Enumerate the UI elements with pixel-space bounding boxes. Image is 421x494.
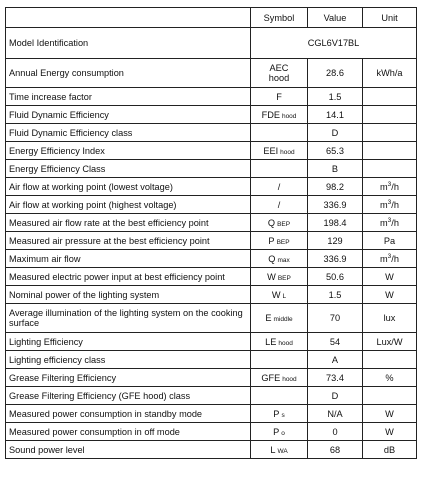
- row-symbol: [251, 59, 308, 88]
- symbol-second-line: hood: [268, 73, 290, 83]
- table-row: [6, 351, 417, 369]
- unit-superscript: 3: [387, 180, 392, 188]
- unit-tail: /h: [391, 217, 399, 228]
- row-value: 336.9: [308, 250, 363, 268]
- row-value: 28.6: [308, 59, 363, 88]
- row-label: Time increase factor: [6, 88, 251, 106]
- table-row: [6, 196, 417, 214]
- table-row: [6, 160, 417, 178]
- row-unit: [363, 250, 417, 268]
- row-label: Air flow at working point (lowest voltage): [6, 178, 251, 196]
- row-label: Grease Filtering Efficiency (GFE hood) class: [6, 387, 251, 405]
- row-unit: [363, 387, 417, 405]
- row-value: 129: [308, 232, 363, 250]
- row-unit: [363, 232, 417, 250]
- row-unit: [363, 441, 417, 459]
- unit-main: W: [385, 289, 394, 300]
- row-unit: [363, 369, 417, 387]
- row-symbol: [251, 369, 308, 387]
- symbol-main: L: [270, 444, 276, 455]
- row-label: Energy Efficiency Class: [6, 160, 251, 178]
- row-label: Maximum air flow: [6, 250, 251, 268]
- row-value: 68: [308, 441, 363, 459]
- row-value: 54: [308, 333, 363, 351]
- unit-main: W: [385, 408, 394, 419]
- row-value: 1.5: [308, 286, 363, 304]
- row-value: 14.1: [308, 106, 363, 124]
- unit-main: W: [385, 426, 394, 437]
- symbol-main: W: [271, 289, 281, 300]
- header-row: [6, 8, 417, 28]
- row-unit: [363, 124, 417, 142]
- unit-main: m: [380, 217, 388, 228]
- symbol-main: GFE: [261, 372, 281, 383]
- row-unit: [363, 214, 417, 232]
- unit-main: m: [380, 181, 388, 192]
- symbol-subscript: max: [277, 256, 290, 264]
- row-value: 1.5: [308, 88, 363, 106]
- row-label: Air flow at working point (highest voltage): [6, 196, 251, 214]
- symbol-main: P: [268, 235, 275, 246]
- row-label: Fluid Dynamic Efficiency: [6, 106, 251, 124]
- symbol-header: Symbol: [251, 8, 308, 28]
- symbol-subscript: BEP: [276, 238, 290, 246]
- row-symbol: [251, 333, 308, 351]
- row-unit: [363, 142, 417, 160]
- unit-tail: /h: [391, 199, 399, 210]
- table-row: [6, 369, 417, 387]
- row-label: Measured power consumption in off mode: [6, 423, 251, 441]
- row-value: 98.2: [308, 178, 363, 196]
- row-value: 65.3: [308, 142, 363, 160]
- symbol-subscript: s: [281, 411, 285, 419]
- unit-main: Pa: [383, 235, 396, 246]
- row-value: D: [308, 124, 363, 142]
- row-label: Lighting efficiency class: [6, 351, 251, 369]
- symbol-subscript: hood: [281, 112, 297, 120]
- row-value: A: [308, 351, 363, 369]
- row-symbol: [251, 351, 308, 369]
- symbol-main: AEC: [269, 63, 289, 73]
- row-unit: [363, 160, 417, 178]
- table-row: [6, 142, 417, 160]
- row-value: 73.4: [308, 369, 363, 387]
- table-row: [6, 106, 417, 124]
- symbol-main: F: [276, 91, 282, 102]
- symbol-main: FDE: [261, 109, 280, 120]
- row-unit: [363, 106, 417, 124]
- symbol-subscript: BEP: [277, 220, 291, 228]
- row-symbol: [251, 160, 308, 178]
- row-label: Fluid Dynamic Efficiency class: [6, 124, 251, 142]
- row-symbol: [251, 232, 308, 250]
- symbol-main: P: [273, 408, 280, 419]
- row-unit: [363, 405, 417, 423]
- specs-body: [6, 28, 417, 459]
- unit-main: kWh/a: [376, 68, 403, 78]
- table-row: [6, 286, 417, 304]
- row-label: Grease Filtering Efficiency: [6, 369, 251, 387]
- symbol-main: W: [267, 271, 276, 282]
- row-value: 70: [308, 304, 363, 333]
- row-symbol: [251, 304, 308, 333]
- symbol-subscript: WA: [277, 447, 288, 455]
- row-label: Sound power level: [6, 441, 251, 459]
- row-label: Annual Energy consumption: [6, 59, 251, 88]
- unit-superscript: 3: [387, 198, 392, 206]
- symbol-subscript: o: [281, 429, 285, 437]
- row-symbol: [251, 106, 308, 124]
- row-label: Measured air flow rate at the best efficiency point: [6, 214, 251, 232]
- row-symbol: [251, 124, 308, 142]
- table-row: [6, 387, 417, 405]
- row-value: 50.6: [308, 268, 363, 286]
- symbol-main: LE: [265, 336, 277, 347]
- symbol-subscript: middle: [273, 316, 293, 323]
- row-symbol: [251, 178, 308, 196]
- row-symbol: [251, 88, 308, 106]
- row-symbol: [251, 405, 308, 423]
- table-row: [6, 250, 417, 268]
- unit-main: Lux/W: [376, 336, 403, 347]
- row-unit: [363, 59, 417, 88]
- product-information-sheet: [5, 7, 417, 459]
- table-row: [6, 423, 417, 441]
- row-unit: [363, 178, 417, 196]
- symbol-main: P: [273, 426, 280, 437]
- unit-main: m: [380, 253, 388, 264]
- row-value: B: [308, 160, 363, 178]
- symbol-main: Q: [267, 217, 276, 228]
- row-unit: [363, 423, 417, 441]
- symbol-subscript: BEP: [277, 274, 291, 282]
- row-value: N/A: [308, 405, 363, 423]
- value-header: Value: [308, 8, 363, 28]
- row-symbol: [251, 250, 308, 268]
- symbol-main: Q: [268, 253, 276, 264]
- row-symbol: [251, 441, 308, 459]
- row-label: Average illumination of the lighting system on the cooking surface: [6, 304, 251, 333]
- table-row: [6, 268, 417, 286]
- row-unit: [363, 88, 417, 106]
- row-value: D: [308, 387, 363, 405]
- row-unit: [363, 304, 417, 333]
- row-value: 198.4: [308, 214, 363, 232]
- row-unit: [363, 196, 417, 214]
- row-label: Lighting Efficiency: [6, 333, 251, 351]
- model-label: Model Identification: [6, 28, 251, 59]
- specs-table: [5, 7, 417, 459]
- table-row: [6, 59, 417, 88]
- unit-main: W: [385, 271, 394, 282]
- unit-main: lux: [383, 313, 396, 323]
- model-value: CGL6V17BL: [251, 28, 417, 59]
- row-unit: [363, 333, 417, 351]
- symbol-main: /: [277, 199, 281, 210]
- symbol-subscript: hood: [278, 339, 293, 347]
- row-symbol: [251, 214, 308, 232]
- unit-main: m: [380, 199, 388, 210]
- table-row: [6, 178, 417, 196]
- row-label: Nominal power of the lighting system: [6, 286, 251, 304]
- table-row: [6, 333, 417, 351]
- row-unit: [363, 268, 417, 286]
- table-row: [6, 124, 417, 142]
- row-value: 0: [308, 423, 363, 441]
- row-symbol: [251, 196, 308, 214]
- symbol-main: E: [265, 313, 272, 323]
- symbol-subscript: hood: [282, 375, 297, 383]
- table-row: [6, 214, 417, 232]
- model-row: [6, 28, 417, 59]
- table-row: [6, 304, 417, 333]
- row-label: Measured electric power input at best efficiency point: [6, 268, 251, 286]
- symbol-subscript: L: [282, 292, 287, 300]
- unit-main: dB: [383, 444, 396, 455]
- symbol-main: /: [277, 181, 281, 192]
- unit-header: Unit: [363, 8, 417, 28]
- unit-superscript: 3: [387, 252, 392, 260]
- row-unit: [363, 351, 417, 369]
- row-symbol: [251, 387, 308, 405]
- symbol-subscript: hood: [280, 148, 295, 156]
- row-symbol: [251, 423, 308, 441]
- symbol-main: EEI: [263, 145, 279, 156]
- table-row: [6, 405, 417, 423]
- row-label: Energy Efficiency Index: [6, 142, 251, 160]
- table-row: [6, 441, 417, 459]
- row-unit: [363, 286, 417, 304]
- row-label: Measured air pressure at the best efficiency point: [6, 232, 251, 250]
- row-label: Measured power consumption in standby mode: [6, 405, 251, 423]
- unit-tail: /h: [391, 253, 399, 264]
- row-value: 336.9: [308, 196, 363, 214]
- row-symbol: [251, 268, 308, 286]
- table-row: [6, 88, 417, 106]
- unit-tail: /h: [391, 181, 399, 192]
- row-symbol: [251, 142, 308, 160]
- unit-main: %: [385, 372, 394, 383]
- unit-superscript: 3: [387, 216, 392, 224]
- row-symbol: [251, 286, 308, 304]
- blank-header-cell: [6, 8, 251, 28]
- table-row: [6, 232, 417, 250]
